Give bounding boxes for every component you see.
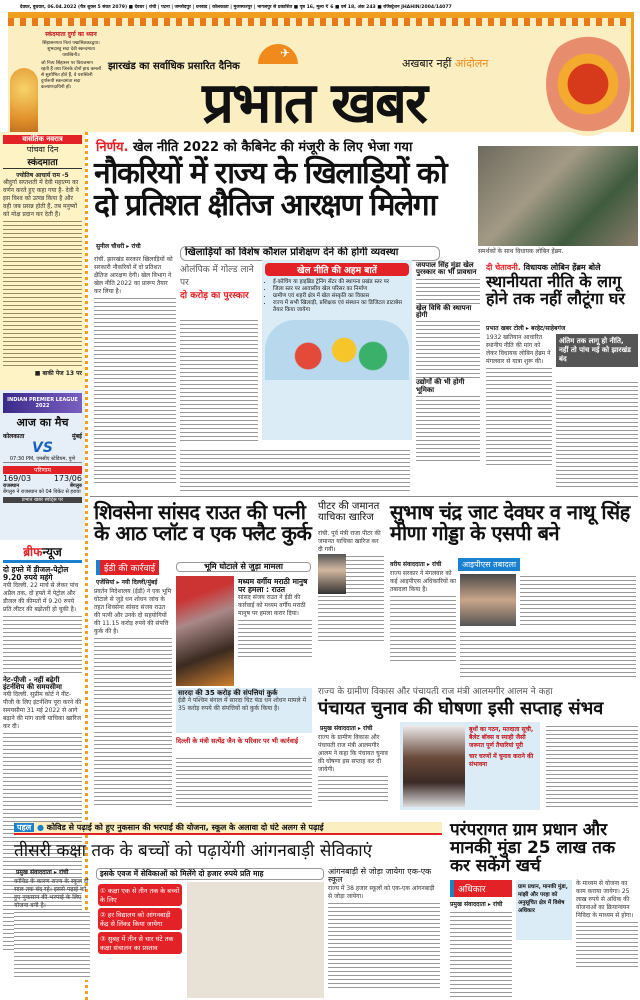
kicker-label: दी चेतावनी. bbox=[486, 263, 521, 272]
ed-tag: ईडी की कार्रवाई bbox=[96, 560, 159, 575]
slogan bbox=[402, 56, 488, 71]
sp-byline: वरीय संवाददाता ▸ रांची bbox=[390, 561, 442, 568]
navratri-byline: ज्योतिष आचार्य राम -5 bbox=[16, 172, 69, 179]
raut-byline: एजेंसियां ▸ नयी दिल्ली/मुंबई bbox=[96, 579, 158, 586]
subhead-udyog: उद्योगों की भी होगी भूमिका bbox=[416, 378, 465, 394]
goddess-illustration bbox=[10, 68, 38, 138]
bunting bbox=[8, 18, 631, 26]
aanganbadi-body-text: कोविड के कारण राज्य के स्कूल दो साल तक बंद रहे। इससे पढ़ाई को हुए नुकसान की भरपाई के लिए योजना बनी है। bbox=[14, 878, 89, 909]
text-lines bbox=[390, 594, 456, 664]
brief-text-2: नयी दिल्ली. सुप्रीम कोर्ट ने नीट-पीजी के लिए इंटर्नशिप पूरा करने की समयसीमा 31 मई 2022 से आगे बढ़ाने की मांग वाली याचिका खारिज कर दी। bbox=[3, 691, 82, 731]
kicker-text: विधायक लोबिन हेंब्रम बोले bbox=[523, 263, 601, 272]
text-lines bbox=[94, 296, 176, 486]
protest-photo bbox=[478, 146, 638, 246]
step-text: सुबह में तीन से चार घंटे तक कक्षा संचालन का प्रस्ताव bbox=[100, 935, 174, 952]
dateline: देवघर, बुधवार, 06.04.2022 (चैत्र शुक्ल 5 संवत 2079) ■ देवघर | रांची | पटना | जमशेदपुर | धनबाद | कोलकाता | मुजफ्फरपुर | भागलपुर से प्रकाशित ■ पृष्ठ 16, मूल्य ₹ 6 ■ वर्ष 18, अंक 243 ■ रजिस्ट्रेशन JHAHIN/2004/14077 bbox=[20, 5, 452, 10]
brief-a: ब्रीफ bbox=[23, 545, 43, 559]
score-2: 173/06 bbox=[53, 474, 82, 483]
text-lines bbox=[238, 618, 312, 658]
quote-head: मध्यम वर्गीय मराठी मानुष पर हमला : राउत bbox=[238, 577, 308, 594]
goddess-text: जो नित्य सिंहासन पर विराजमान रहती हैं तथा जिनके दोनों हाथ कमलों से सुशोभित होते हैं, वे यशस्विनी दुर्गारूपी स्कन्दमाता सदा कल्याणदायिनी हों। bbox=[41, 61, 101, 90]
text-lines bbox=[416, 319, 480, 379]
goddess-verse: सिंहासनगता नित्यं पद्माश्रितकरद्वया। शुभदास्तु सदा देवी स्कन्दमाता यशस्विनी॥ bbox=[42, 41, 100, 58]
jain-text bbox=[176, 756, 312, 808]
text-lines bbox=[94, 636, 172, 736]
raut-quote bbox=[238, 578, 312, 658]
peter-photo bbox=[318, 554, 346, 594]
khel-niti-title: खेल नीति की अहम बातें bbox=[265, 263, 409, 276]
kicker-label: निर्णय. bbox=[96, 140, 129, 155]
team-1: कोलकाता bbox=[3, 433, 25, 440]
point: चार चरणों में चुनाव कराने की संभावना bbox=[469, 753, 534, 768]
sp-body bbox=[390, 570, 456, 664]
lead-right-col bbox=[416, 262, 480, 464]
pradhan-text bbox=[450, 910, 512, 998]
lead-kicker bbox=[96, 137, 412, 155]
point: • राज्य में सभी खिलाड़ी, प्रशिक्षक एवं संस्थान का डिजिटल डाटाबेस तैयार किया जायेगा bbox=[273, 300, 409, 314]
panchayat-kicker: राज्य के ग्रामीण विकास और पंचायती राज मंत्री आलमगीर आलम ने कहा bbox=[318, 687, 553, 697]
team-4: बेंगलुरु bbox=[69, 483, 82, 489]
text-lines bbox=[576, 920, 638, 970]
sp-body-text: राज्य सरकार ने मंगलवार को कई आइपीएस अधिकारियों का तबादला किया है। bbox=[390, 570, 456, 593]
brief-headline-2: नेट-पीजी - नहीं बढ़ेगी इंटर्नशिप की समयसीमा bbox=[3, 675, 62, 692]
lobin-headline: स्थानीयता नीति के लागू होने तक नहीं लौटूंगा घर bbox=[486, 272, 625, 308]
ips-tag: आइपीएस तबादला bbox=[458, 558, 520, 571]
ipl-logo: INDIAN PREMIER LEAGUE 2022 bbox=[3, 393, 82, 413]
brief-title bbox=[3, 543, 82, 563]
khel-niti-box bbox=[262, 260, 412, 440]
masthead-tagline: झारखंड का सर्वाधिक प्रसारित दैनिक bbox=[108, 61, 240, 72]
text-lines bbox=[3, 614, 82, 674]
olympic-line-a: ओलंपिक में गोल्ड लाने पर bbox=[180, 265, 254, 288]
olympic-box bbox=[180, 262, 258, 301]
lobin-quote: अंतिम तक लागू हो नीति, नहीं तो पांच मई को झारखंड बंद bbox=[556, 334, 638, 367]
pahal-tag: पहल bbox=[14, 823, 34, 832]
aanganbadi-box-title: इसके एवज में सेविकाओं को मिलेंगे दो हजार रुपये प्रति माह bbox=[96, 868, 324, 880]
raut-photo bbox=[176, 576, 234, 686]
pradhan-headline: परंपरागत ग्राम प्रधान और मानकी मुंडा 25 लाख तक कर सकेंगे खर्च bbox=[450, 820, 616, 876]
lead-headline: नौकरियों में राज्य के खिलाड़ियों को दो प्रतिशत क्षैतिज आरक्षण मिलेगा bbox=[94, 156, 447, 223]
lobin-body-text: 1932 खतियान आधारित स्थानीय नीति की मांग को लेकर विधायक लोबिन हेंब्रम ने मंगलवार से यात्रा शुरू की। bbox=[486, 334, 551, 365]
pahal-banner bbox=[14, 822, 442, 835]
match-time: 07:30 PM, एमसीए स्टेडियम, पुणे bbox=[3, 456, 82, 463]
sarda-head: सारदा की 35 करोड़ की संपत्तियां कुर्क bbox=[178, 689, 278, 697]
step: ② हर विद्यालय को आंगनबाड़ी केंद्र से लिंक्ड किया जायेगा bbox=[98, 908, 182, 930]
aanganbadi-steps bbox=[96, 882, 324, 998]
panchayat-box bbox=[400, 722, 540, 810]
quote-body: सांसद संजय राउत ने ईडी की कार्रवाई को मध्यम वर्गीय मराठी मानुष पर हमला करार दिया। bbox=[238, 593, 306, 617]
aanganbadi-body bbox=[14, 878, 90, 980]
text-lines bbox=[3, 219, 82, 369]
text-lines bbox=[328, 901, 440, 991]
lobin-body-2 bbox=[556, 380, 638, 490]
aanganbadi-byline: प्रमुख संवाददाता ▸ रांची bbox=[16, 869, 69, 876]
khel-niti-points bbox=[265, 279, 409, 314]
panchayat-headline: पंचायत चुनाव की घोषणा इसी सप्ताह संभव bbox=[318, 698, 604, 719]
panchayat-body-2 bbox=[546, 724, 638, 810]
result-label: परिणाम bbox=[3, 466, 82, 474]
sp-headline: सुभाष चंद्र जाट देवघर व नाथू सिंह मीणा गोड्डा के एसपी बने bbox=[390, 500, 630, 545]
raut-body bbox=[94, 588, 172, 736]
ipl-title: आज का मैच bbox=[16, 416, 69, 429]
subhead-khel-vidhi: खेल विधि की स्थापना होगी bbox=[416, 303, 472, 320]
scores bbox=[3, 474, 82, 483]
navratri-text: श्रीदुर्गा सप्तशती में देवी महात्म्य का वर्णन करते हुए कहा गया है- देवी ने इस विश्व को उत्पन्न किया है और वही जब प्रसन्न होती हैं, तब मनुष्यों को मोक्ष प्रदान कर देती हैं। bbox=[3, 179, 79, 218]
sarda-box bbox=[176, 688, 312, 733]
text-lines bbox=[318, 774, 388, 804]
pradhan-byline: प्रमुख संवाददाता ▸ रांची bbox=[450, 901, 503, 908]
score-1: 169/03 bbox=[3, 474, 32, 483]
text-lines bbox=[416, 277, 480, 305]
panchayat-byline: प्रमुख संवाददाता ▸ रांची bbox=[320, 725, 373, 732]
aanganbadi-headline: तीसरी कक्षा तक के बच्चों को पढ़ायेंगी आंगनबाड़ी सेविकाएं bbox=[14, 841, 373, 861]
lobin-body bbox=[486, 334, 552, 466]
brief-b: न्यूज bbox=[42, 545, 62, 559]
point: • ई-कोचिंग या हाइब्रिड ट्रेनिंग सेंटर की स्थापना प्रखंड स्तर पर bbox=[273, 279, 409, 286]
side-head: आंगनबाड़ी से जोड़ा जायेगा एक-एक स्कूल bbox=[328, 867, 432, 885]
text-lines bbox=[486, 366, 552, 466]
sp-photo-1 bbox=[460, 574, 516, 626]
pradhan-body bbox=[576, 880, 638, 970]
pradhan-point bbox=[516, 880, 572, 940]
team-3: राजस्थान bbox=[3, 483, 20, 489]
sub-banner: खिलाड़ियों को विशेष कौशल प्रशिक्षण देने की होगी व्यवस्था bbox=[180, 246, 440, 261]
navratri-box bbox=[0, 132, 85, 390]
minister-photo bbox=[403, 725, 465, 807]
side-body: राज्य में 38 हजार स्कूलों को एक-एक आंगनबाड़ी से जोड़ा जायेगा। bbox=[328, 884, 435, 900]
point: • जिला स्तर पर आवासीय खेल परिसर का निर्माण bbox=[273, 286, 409, 293]
raut-body-2 bbox=[94, 730, 172, 808]
brief-headline-1: दो हफ्ते में डीजल-पेट्रोल 9.20 रुपये महंगे bbox=[3, 565, 69, 582]
sp-body-2 bbox=[460, 630, 636, 680]
peter-headline: पीटर की जमानत याचिका खारिज bbox=[318, 501, 380, 523]
navratri-tag: वासंतिक नवरात्र bbox=[3, 135, 82, 144]
raut-body-text: प्रवर्तन निदेशालय (ईडी) ने एक भूमि घोटाले से जुड़े धन शोधन जांच के तहत शिवसेना सांसद संजय राउत की पत्नी और उनके दो सहयोगियों की 11.15 करोड़ रुपये की संपत्ति कुर्क की है। bbox=[94, 588, 172, 635]
step: ③ सुबह में तीन से चार घंटे तक कक्षा संचालन का प्रस्ताव bbox=[98, 932, 182, 954]
slogan-b: आंदोलन bbox=[454, 57, 489, 70]
goddess-heading: स्कंदमाता दुर्गा का ध्यान bbox=[45, 31, 97, 38]
sun-logo bbox=[258, 44, 298, 64]
point: • ग्रामीण एवं शहरी क्षेत्र में खेल संस्कृति का विकास bbox=[273, 293, 409, 300]
navratri-day: पांचवा दिन bbox=[26, 145, 59, 154]
athletes-illustration bbox=[265, 320, 409, 380]
lead-byline: सुनील चौधरी ▸ रांची bbox=[96, 243, 141, 250]
jain-head: दिल्ली के मंत्री सत्येंद्र जैन के परिवार पर भी कार्रवाई bbox=[176, 737, 299, 745]
ipl-box bbox=[0, 390, 85, 540]
masthead bbox=[8, 12, 634, 136]
navratri-more: ■ बाकी पेज 13 पर bbox=[34, 370, 82, 377]
goddess-box bbox=[41, 30, 101, 138]
raut-box-title: भूमि घोटाले से जुड़ा मामला bbox=[176, 562, 311, 572]
sarda-body: ईडी ने पश्चिम बंगाल में सारदा चिट फंड धन शोधन मामले में 35 करोड़ रुपये की संपत्तियों को कुर्क किया है। bbox=[178, 697, 307, 713]
navratri-goddess: स्कंदमाता bbox=[3, 155, 82, 169]
step: ① कक्षा एक से तीन तक के बच्चों के लिए bbox=[98, 884, 182, 906]
lead-body bbox=[94, 256, 176, 486]
point: बूथों का गठन, मतदाता सूची, बैलेट बॉक्स व स्याही जैसी जरूरत पूर्ण तैयारियां पूरी bbox=[469, 726, 534, 749]
adhikar-tag: अधिकार bbox=[450, 880, 512, 897]
kicker-text: खेल नीति 2022 को कैबिनेट की मंजूरी के लिए भेजा गया bbox=[133, 140, 413, 155]
lobin-byline: प्रभात खबर टोली ▸ बरहेट/साहेबगंज bbox=[486, 325, 566, 332]
masthead-title: प्रभात खबर bbox=[202, 71, 426, 136]
peter-body bbox=[318, 530, 384, 644]
bird-logo: ✈ bbox=[280, 46, 291, 60]
slogan-a: अखबार नहीं bbox=[402, 57, 452, 70]
olympic-text bbox=[180, 318, 258, 442]
bullet: ● bbox=[37, 823, 44, 832]
text-lines bbox=[14, 910, 90, 980]
subhead-jaipal: जयपाल सिंह मुंडा खेल पुरस्कार का भी प्रावधान bbox=[416, 261, 477, 277]
lead-body-text: रांची. झारखंड सरकार खिलाड़ियों को सरकारी नौकरियों में दो प्रतिशत क्षैतिज आरक्षण देगी। खेल विभाग ने खेल नीति 2022 का प्रारूप तैयार कर लिया है। bbox=[94, 256, 173, 295]
sp-body-3 bbox=[520, 574, 636, 626]
photo-caption: समर्थकों के साथ विधायक लोबिन हेंब्रम. bbox=[478, 248, 564, 255]
kalash-illustration bbox=[546, 32, 630, 136]
pradhan-body-text: के माध्यम से योजना का काम कराया जायेगा। 25 लाख रुपये से अधिक की योजनाओं का क्रियान्वयन निविदा के माध्यम से होगा। bbox=[576, 880, 634, 919]
aanganbadi-side bbox=[328, 868, 440, 991]
peter-body-text: रांची. पूर्व मंत्री राजा पीटर की जमानत याचिका खारिज कर दी गयी। bbox=[318, 530, 381, 553]
step-text: कक्षा एक से तीन तक के बच्चों के लिए bbox=[100, 887, 180, 904]
raut-headline: शिवसेना सांसद राउत की पत्नी के आठ प्लॉट व एक फ्लैट कुर्क bbox=[94, 500, 312, 545]
teams bbox=[3, 432, 82, 440]
team-2: मुंबई bbox=[72, 433, 82, 440]
lead-lower-text bbox=[180, 448, 410, 492]
divider bbox=[90, 496, 638, 497]
brief-text-1: नयी दिल्ली. 22 मार्च से लेकर पांच अप्रैल तक, दो हफ्ते में पेट्रोल और डीजल की कीमतों में 9.20 रुपये प्रति लीटर की बढ़ोतरी हो चुकी है। bbox=[3, 581, 79, 613]
text-lines bbox=[416, 394, 480, 464]
ipl-vs: VS bbox=[32, 440, 53, 456]
panchayat-body-text: राज्य के ग्रामीण विकास और पंचायती राज मंत्री आलमगीर आलम ने कहा कि पंचायत चुनाव की घोषणा इस सप्ताह कर दी जायेगी। bbox=[318, 734, 388, 773]
match-result: बेंगलुरु ने राजस्थान को 04 विकेट से हराया bbox=[3, 489, 81, 495]
step-text: हर विद्यालय को आंगनबाड़ी केंद्र से लिंक्ड किया जायेगा bbox=[100, 911, 171, 928]
olympic-line-b: दो करोड़ का पुरस्कार bbox=[180, 291, 249, 301]
ipl-footer: प्रभात खबर स्पोर्ट्स पर bbox=[3, 497, 82, 503]
pahal-kicker: कोविड से पढ़ाई को हुए नुकसान की भरपाई की योजना, स्कूल के अलावा दो घंटे अलग से पढ़ाई bbox=[46, 823, 324, 832]
panchayat-body bbox=[318, 734, 388, 804]
point: ग्राम प्रधान, मानकी मुंडा, मांझी और परहा को अनुसूचित क्षेत्र में विशेष अधिकार bbox=[518, 884, 568, 914]
